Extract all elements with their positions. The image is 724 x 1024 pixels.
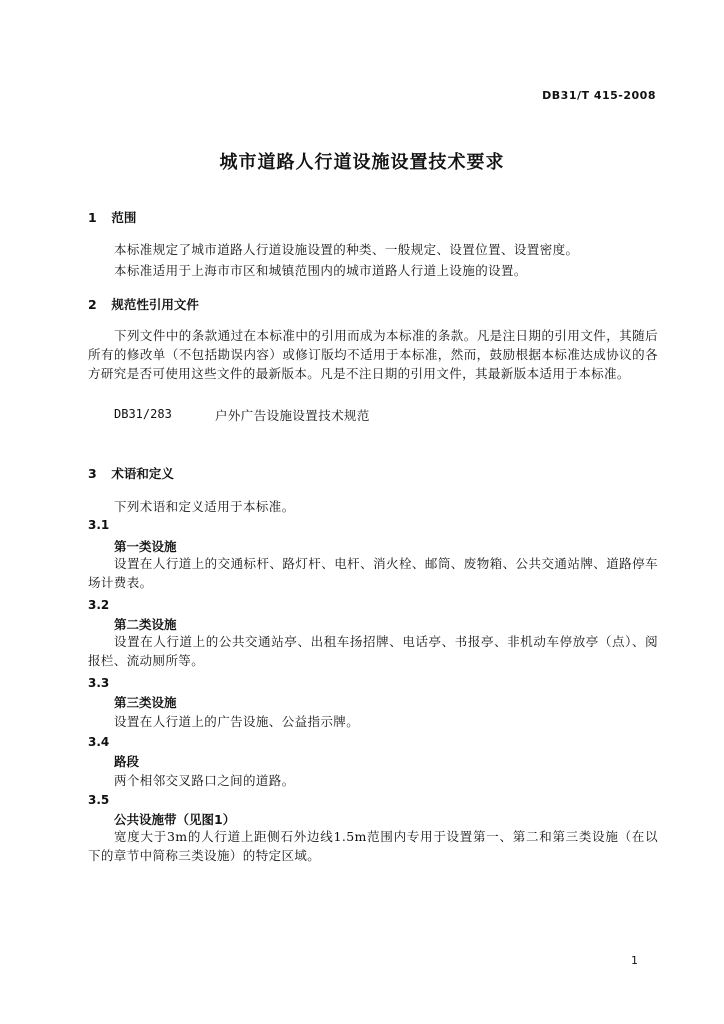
section-number: 1 — [88, 210, 97, 225]
term-name: 路段 — [114, 754, 140, 769]
section-title: 范围 — [111, 210, 137, 225]
term-definition: 设置在人行道上的交通标杆、路灯杆、电杆、消火栓、邮筒、废物箱、公共交通站牌、道路停车场计费表。 — [88, 556, 658, 590]
scope-line-1: 本标准规定了城市道路人行道设施设置的种类、一般规定、设置位置、设置密度。 — [114, 242, 579, 257]
section-number: 2 — [88, 297, 97, 312]
scope-line-2: 本标准适用于上海市市区和城镇范围内的城市道路人行道上设施的设置。 — [114, 263, 527, 278]
term-number: 3.1 — [88, 518, 110, 532]
page-number: 1 — [631, 954, 638, 967]
section-2-heading — [88, 295, 199, 313]
term-definition: 宽度大于3m的人行道上距侧石外边线1.5m范围内专用于设置第一、第二和第三类设施（在以下的章节中简称三类设施）的特定区域。 — [88, 829, 658, 863]
reference-code: DB31/283 — [114, 407, 172, 421]
section-number: 3 — [88, 466, 97, 481]
term-definition: 两个相邻交叉路口之间的道路。 — [114, 773, 295, 788]
section-3-heading — [88, 464, 174, 482]
standard-code: DB31/T 415-2008 — [542, 89, 656, 102]
document-title: 城市道路人行道设施设置技术要求 — [219, 152, 505, 173]
term-name: 第三类设施 — [114, 695, 177, 710]
term-number: 3.2 — [88, 598, 110, 612]
normative-references-paragraph: 下列文件中的条款通过在本标准中的引用而成为本标准的条款。凡是注日期的引用文件，其随后所有的修改单（不包括勘误内容）或修订版均不适用于本标准，然而，鼓励根据本标准达成协议的各方研究是否可使用这些文件的最新版本。凡是不注日期的引用文件，其最新版本适用于本标准。 — [88, 328, 658, 381]
term-definition: 设置在人行道上的公共交通站亭、出租车扬招牌、电话亭、书报亭、非机动车停放亭（点）、阅报栏、流动厕所等。 — [88, 634, 658, 668]
term-name: 第一类设施 — [114, 539, 177, 554]
term-name: 第二类设施 — [114, 617, 177, 632]
reference-title: 户外广告设施设置技术规范 — [215, 408, 370, 423]
section-1-heading — [88, 208, 136, 226]
term-number: 3.5 — [88, 793, 110, 807]
section-title: 术语和定义 — [111, 466, 174, 481]
section-title: 规范性引用文件 — [111, 297, 199, 312]
terms-intro: 下列术语和定义适用于本标准。 — [114, 499, 295, 514]
term-number: 3.4 — [88, 735, 110, 749]
term-name: 公共设施带（见图1） — [114, 812, 236, 827]
term-definition: 设置在人行道上的广告设施、公益指示牌。 — [114, 714, 360, 729]
term-number: 3.3 — [88, 676, 110, 690]
